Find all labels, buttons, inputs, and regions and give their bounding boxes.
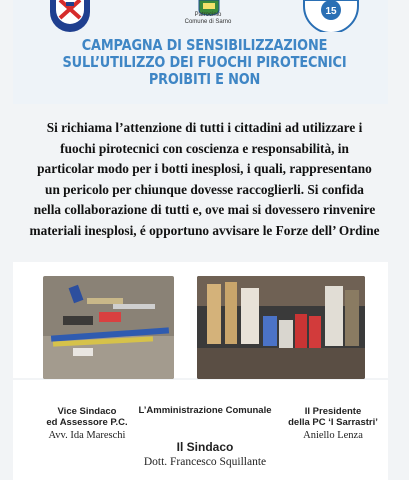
body-line: un pericolo per chiunque dovesse raccoglierli. Si confida [45, 181, 364, 197]
headline-line-3: PROIBITI E NON [148, 70, 261, 88]
body-line: nella collaborazione di tutti e, ove mai si dovessero rinvenire [33, 202, 376, 217]
president-role-1: Il Presidente [304, 406, 362, 417]
patrocinio-label [168, 12, 248, 26]
president-role-2: della PC ‘I Sarrastri’ [288, 417, 378, 428]
mayor-name: Dott. Francesco Squillante [143, 456, 267, 468]
campaign-headline [0, 37, 409, 88]
administration-role: L’Amministrazione Comunale [138, 405, 272, 416]
body-line: particolar modo per i botti inesplosi, i quali, rappresentano [37, 161, 372, 176]
president-name: Aniello Lenza [303, 430, 363, 441]
vice-mayor-role-1: Vice Sindaco [57, 406, 117, 417]
body-line: fuochi pirotecnici con coscienza e responsabilità, in [60, 140, 349, 156]
mayor-signature [120, 440, 290, 469]
president-signature [268, 406, 398, 442]
svg-text:15: 15 [325, 6, 337, 17]
vice-mayor-name: Avv. Ida Mareschi [48, 430, 126, 441]
seized-fireworks-photo [197, 276, 365, 379]
headline-line-2: SULL’UTILIZZO DEI FUOCHI PIROTECNICI [62, 53, 347, 71]
body-line: Si richiama l’attenzione di tutti i cittadini ad utilizzare i [46, 120, 363, 135]
sarrastri-logo-icon [300, 0, 362, 32]
administration-signature [130, 405, 280, 416]
mayor-role: Il Sindaco [176, 440, 234, 454]
vice-mayor-role-2: ed Assessore P.C. [46, 417, 128, 428]
body-line: materiali inesplosi, é opportuno avvisare le Forze dell’ Ordine [29, 222, 380, 238]
comune-text: Comune di Sarno [184, 19, 232, 25]
appeal-paragraph [0, 118, 409, 241]
patrocinio-text: Patrocinio [194, 12, 222, 18]
protezione-civile-logo-icon [44, 0, 96, 32]
headline-line-1: CAMPAGNA DI SENSIBILIZZAZIONE [81, 36, 328, 54]
unexploded-fireworks-photo [43, 276, 174, 379]
